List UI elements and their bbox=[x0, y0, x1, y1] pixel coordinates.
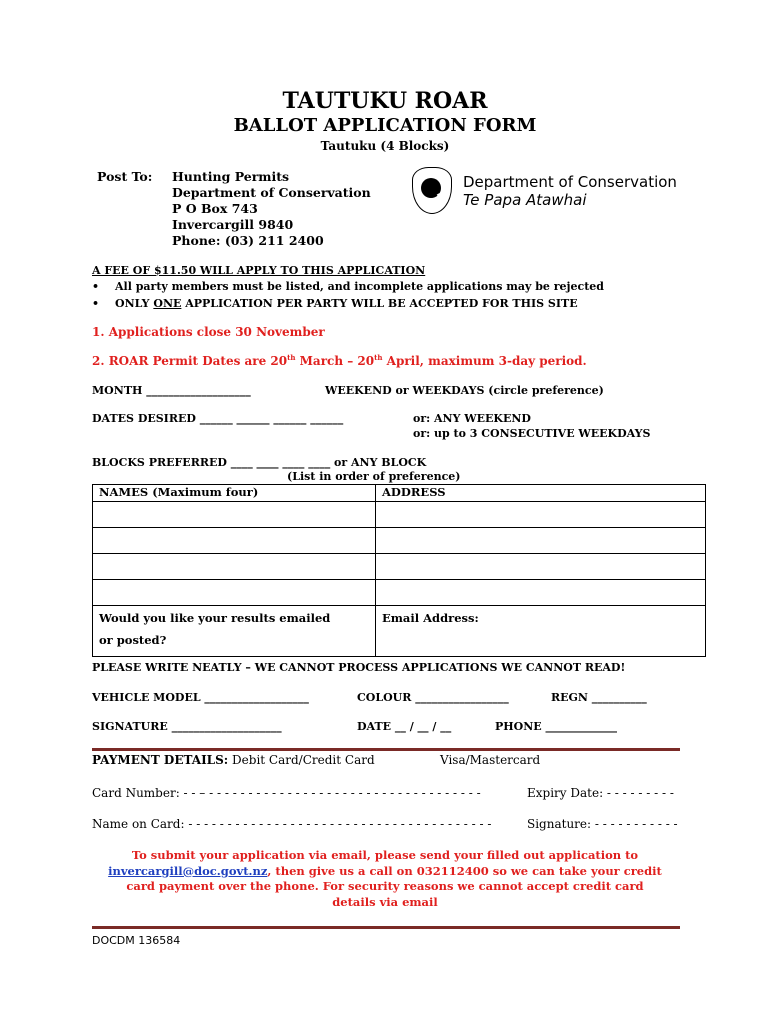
name-on-card-field[interactable]: Name on Card: - - - - - - - - - - - - - - - - - - - - - - - - - - - - - - - - - - - - - - - bbox=[92, 817, 492, 831]
month-field[interactable]: MONTH ___________________ bbox=[92, 384, 251, 397]
colour-field[interactable]: COLOUR _________________ bbox=[357, 691, 509, 704]
bullet-party-members: All party members must be listed, and incomplete applications may be rejected bbox=[115, 280, 604, 293]
notice-permit-dates: 2. ROAR Permit Dates are 20th March – 20th April, maximum 3-day period. bbox=[92, 353, 587, 368]
regn-field[interactable]: REGN __________ bbox=[551, 691, 647, 704]
names-address-table bbox=[92, 484, 706, 657]
date-field[interactable]: DATE __ / __ / __ bbox=[357, 720, 452, 733]
table-header-row bbox=[93, 485, 706, 502]
fee-heading: A FEE OF $11.50 WILL APPLY TO THIS APPLICATION bbox=[92, 264, 426, 277]
name-cell[interactable] bbox=[93, 554, 376, 580]
weekdays-option: or: up to 3 CONSECUTIVE WEEKDAYS bbox=[413, 427, 651, 440]
table-row bbox=[93, 528, 706, 554]
weekend-weekdays-field[interactable]: WEEKEND or WEEKDAYS (circle preference) bbox=[325, 384, 604, 397]
names-column-header: NAMES (Maximum four) bbox=[93, 485, 376, 502]
address-cell[interactable] bbox=[376, 554, 706, 580]
address-line: Invercargill 9840 bbox=[172, 217, 294, 232]
card-signature-field[interactable]: Signature: - - - - - - - - - - - bbox=[527, 817, 678, 831]
notice-applications-close: 1. Applications close 30 November bbox=[92, 325, 325, 339]
signature-field[interactable]: SIGNATURE ____________________ bbox=[92, 720, 282, 733]
address-column-header: ADDRESS bbox=[376, 485, 706, 502]
address-line: Hunting Permits bbox=[172, 169, 290, 184]
name-cell[interactable] bbox=[93, 580, 376, 606]
doc-logo-icon bbox=[412, 167, 452, 214]
table-row bbox=[93, 580, 706, 606]
email-address-cell[interactable]: Email Address: bbox=[376, 606, 706, 657]
phone-field[interactable]: PHONE _____________ bbox=[495, 720, 618, 733]
address-line: Phone: (03) 211 2400 bbox=[172, 233, 324, 248]
expiry-date-field[interactable]: Expiry Date: - - - - - - - - - bbox=[527, 786, 674, 800]
post-to-label: Post To: bbox=[97, 169, 153, 184]
table-row bbox=[93, 554, 706, 580]
visa-mastercard-label: Visa/Mastercard bbox=[440, 753, 541, 767]
address-line: P O Box 743 bbox=[172, 201, 258, 216]
logo-maori-name: Te Papa Atawhai bbox=[463, 191, 587, 209]
document-reference: DOCDM 136584 bbox=[92, 934, 181, 947]
bullet-one-application: ONLY ONE APPLICATION PER PARTY WILL BE ACCEPTED FOR THIS SITE bbox=[115, 297, 578, 310]
email-link[interactable]: invercargill@doc.govt.nz bbox=[108, 863, 268, 878]
write-neatly-notice: PLEASE WRITE NEATLY – WE CANNOT PROCESS APPLICATIONS WE CANNOT READ! bbox=[92, 661, 626, 674]
bullet-dot: • bbox=[92, 280, 100, 293]
payment-divider bbox=[92, 748, 680, 751]
dates-desired-field[interactable]: DATES DESIRED ______ ______ ______ ______ bbox=[92, 412, 344, 425]
any-weekend-option: or: ANY WEEKEND bbox=[413, 412, 531, 425]
blocks-preferred-field[interactable]: BLOCKS PREFERRED ____ ____ ____ ____ or ANY BLOCK bbox=[92, 456, 427, 469]
address-line: Department of Conservation bbox=[172, 185, 371, 200]
footer-divider bbox=[92, 926, 680, 929]
blocks-subtitle: Tautuku (4 Blocks) bbox=[320, 139, 450, 153]
bullet-dot: • bbox=[92, 297, 100, 310]
address-cell[interactable] bbox=[376, 502, 706, 528]
vehicle-model-field[interactable]: VEHICLE MODEL ___________________ bbox=[92, 691, 309, 704]
table-row bbox=[93, 502, 706, 528]
payment-details: PAYMENT DETAILS: Debit Card/Credit Card bbox=[92, 753, 375, 767]
address-cell[interactable] bbox=[376, 528, 706, 554]
name-cell[interactable] bbox=[93, 502, 376, 528]
form-title: TAUTUKU ROAR bbox=[282, 88, 488, 114]
name-cell[interactable] bbox=[93, 528, 376, 554]
results-row bbox=[93, 606, 706, 657]
logo-name: Department of Conservation bbox=[463, 173, 677, 191]
form-subtitle: BALLOT APPLICATION FORM bbox=[233, 115, 537, 136]
list-order-note: (List in order of preference) bbox=[287, 470, 461, 483]
post-to-address bbox=[172, 169, 371, 249]
card-number-field[interactable]: Card Number: - - – - - - - - - - - - - - - - - - - - - - - - - - - - - - - - - - - - - - bbox=[92, 786, 481, 800]
email-submission-note: To submit your application via email, please send your filled out application to invercargill@doc.govt.nz, then give us a call on 032112400 so we can take your credit card payment over the phone. For security reasons we cannot accept credit card details via email bbox=[108, 848, 662, 909]
address-cell[interactable] bbox=[376, 580, 706, 606]
results-question[interactable]: Would you like your results emailed or posted? bbox=[93, 606, 376, 657]
